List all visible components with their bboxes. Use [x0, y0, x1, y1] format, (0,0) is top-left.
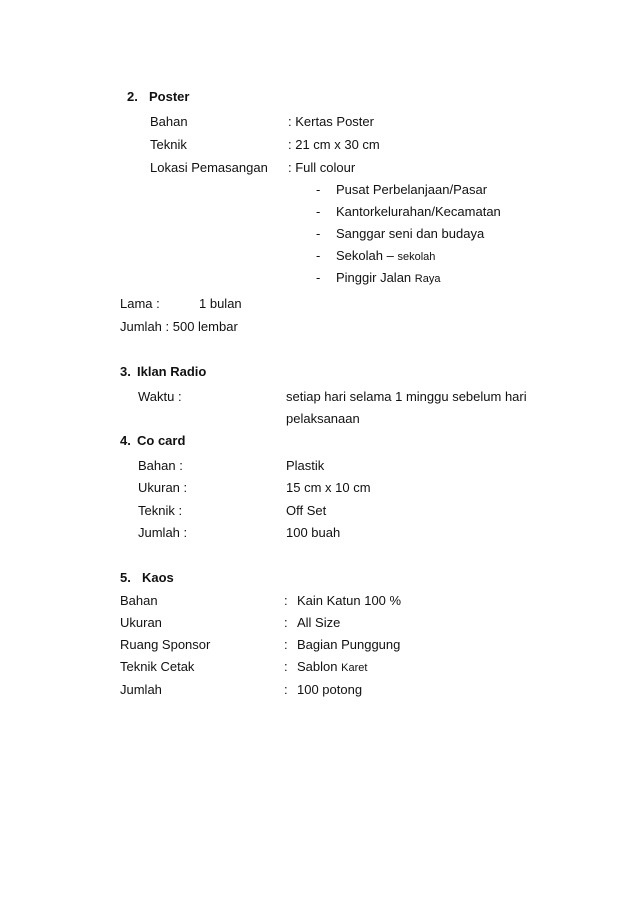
- kaos-ukuran-value: All Size: [297, 615, 341, 630]
- kaos-teknik-cetak-label: Teknik Cetak: [120, 659, 195, 674]
- radio-waktu-label: Waktu :: [138, 389, 182, 404]
- poster-bahan-label: Bahan: [150, 114, 188, 129]
- kaos-jumlah-label: Jumlah: [120, 682, 162, 697]
- poster-teknik-value: : 21 cm x 30 cm: [288, 137, 380, 152]
- kaos-ukuran-label: Ukuran: [120, 615, 162, 630]
- poster-jumlah: Jumlah : 500 lembar: [120, 319, 238, 334]
- kaos-jumlah-value: 100 potong: [297, 682, 363, 697]
- list-item: Kantorkelurahan/Kecamatan: [336, 204, 501, 219]
- list-item-dash: -: [316, 182, 321, 197]
- cocard-ukuran-label: Ukuran :: [138, 480, 188, 495]
- kaos-bahan-value: Kain Katun 100 %: [297, 593, 402, 608]
- poster-lokasi-value: : Full colour: [288, 160, 356, 175]
- list-item: Pinggir Jalan Raya: [336, 270, 441, 285]
- list-item-dash: -: [316, 248, 321, 263]
- list-item-dash: -: [316, 204, 321, 219]
- cocard-jumlah-value: 100 buah: [286, 525, 341, 540]
- poster-heading: Poster: [149, 89, 190, 104]
- kaos-ukuran-colon: :: [284, 615, 288, 630]
- cocard-bahan-label: Bahan :: [138, 458, 183, 473]
- cocard-jumlah-label: Jumlah :: [138, 525, 188, 540]
- cocard-teknik-value: Off Set: [286, 503, 327, 518]
- kaos-ruang-sponsor-label: Ruang Sponsor: [120, 637, 211, 652]
- cocard-bahan-value: Plastik: [286, 458, 325, 473]
- kaos-heading-number: 5.: [120, 570, 131, 585]
- kaos-bahan-label: Bahan: [120, 593, 158, 608]
- poster-lama-label: Lama :: [120, 296, 160, 311]
- list-item-dash: -: [316, 270, 321, 285]
- list-item: Sanggar seni dan budaya: [336, 226, 485, 241]
- kaos-teknik-cetak-colon: :: [284, 659, 288, 674]
- poster-lokasi-label: Lokasi Pemasangan: [150, 160, 268, 175]
- cocard-teknik-label: Teknik :: [138, 503, 183, 518]
- kaos-heading: Kaos: [142, 570, 174, 585]
- poster-bahan-value: : Kertas Poster: [288, 114, 374, 129]
- kaos-ruang-sponsor-colon: :: [284, 637, 288, 652]
- poster-teknik-label: Teknik: [150, 137, 187, 152]
- cocard-ukuran-value: 15 cm x 10 cm: [286, 480, 371, 495]
- radio-waktu-line2: pelaksanaan: [286, 411, 360, 426]
- radio-waktu-line1: setiap hari selama 1 minggu sebelum hari: [286, 389, 527, 404]
- kaos-jumlah-colon: :: [284, 682, 288, 697]
- radio-heading: Iklan Radio: [137, 364, 207, 379]
- cocard-heading: Co card: [137, 433, 186, 448]
- kaos-bahan-colon: :: [284, 593, 288, 608]
- kaos-ruang-sponsor-value: Bagian Punggung: [297, 637, 401, 652]
- cocard-heading-number: 4.: [120, 433, 131, 448]
- poster-heading-number: 2.: [127, 89, 138, 104]
- list-item: Sekolah – sekolah: [336, 248, 436, 263]
- poster-lama-value: 1 bulan: [199, 296, 242, 311]
- kaos-teknik-cetak-value: Sablon Karet: [297, 659, 368, 674]
- list-item-dash: -: [316, 226, 321, 241]
- list-item: Pusat Perbelanjaan/Pasar: [336, 182, 488, 197]
- radio-heading-number: 3.: [120, 364, 131, 379]
